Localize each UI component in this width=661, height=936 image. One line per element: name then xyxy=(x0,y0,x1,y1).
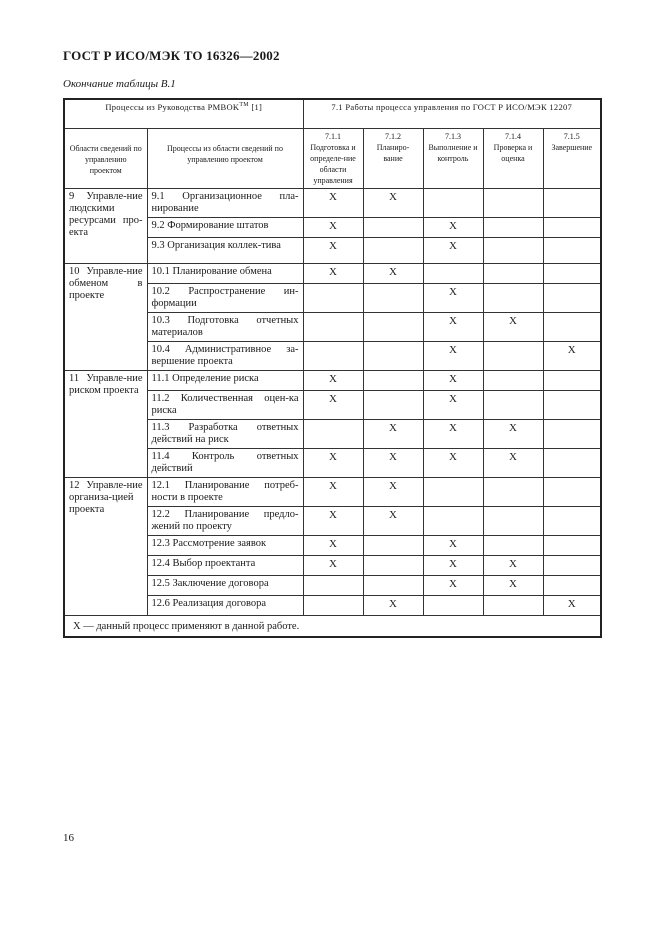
area-column-header: Области сведений по управлению проектом xyxy=(64,129,147,189)
work-name: Выполнение и контроль xyxy=(428,143,478,163)
process-cell: 11.2 Количественная оцен-ка риска xyxy=(147,391,303,420)
mark-cell xyxy=(363,391,423,420)
mark-cell: X xyxy=(423,420,483,449)
mark-cell: X xyxy=(423,238,483,264)
work-column-header-7-1-2 xyxy=(363,129,423,189)
mark-cell xyxy=(363,238,423,264)
mark-cell xyxy=(543,478,601,507)
mark-cell: X xyxy=(483,449,543,478)
mark-cell xyxy=(363,536,423,556)
mark-cell: X xyxy=(303,536,363,556)
knowledge-area-cell: 10 Управле-ние обменом в проекте xyxy=(64,264,147,371)
mark-cell xyxy=(483,218,543,238)
mark-cell: X xyxy=(423,313,483,342)
work-name: Проверка и оценка xyxy=(493,143,533,163)
work-column-header-7-1-3 xyxy=(423,129,483,189)
mark-cell: X xyxy=(303,189,363,218)
mark-cell: X xyxy=(543,342,601,371)
mark-cell: X xyxy=(363,449,423,478)
work-name: Завершение xyxy=(551,143,593,152)
table-footnote: X — данный процесс применяют в данной работе. xyxy=(64,616,601,638)
process-cell: 11.1 Определение риска xyxy=(147,371,303,391)
mark-cell: X xyxy=(543,596,601,616)
mark-cell xyxy=(423,596,483,616)
mark-cell: X xyxy=(363,507,423,536)
process-column-header: Процессы из области сведений по управлению проектом xyxy=(147,129,303,189)
iso-work-header: 7.1 Работы процесса управления по ГОСТ Р ИСО/МЭК 12207 xyxy=(303,99,601,129)
mark-cell xyxy=(363,342,423,371)
knowledge-area-cell: 11 Управле-ние риском проекта xyxy=(64,371,147,478)
mark-cell xyxy=(483,371,543,391)
table-row xyxy=(64,189,601,218)
mark-cell xyxy=(483,189,543,218)
pmbok-header: Процессы из Руководства PMBOK™ [1] xyxy=(64,99,303,129)
work-code: 7.1.2 xyxy=(385,132,401,141)
mark-cell: X xyxy=(423,391,483,420)
mark-cell xyxy=(303,284,363,313)
mark-cell: X xyxy=(423,284,483,313)
mark-cell xyxy=(363,313,423,342)
table-continuation-caption: Окончание таблицы В.1 xyxy=(63,78,176,90)
work-code: 7.1.3 xyxy=(445,132,461,141)
table-row xyxy=(64,371,601,391)
mark-cell: X xyxy=(423,449,483,478)
knowledge-area-cell: 9 Управле-ние людскими ресурсами про-екта xyxy=(64,189,147,264)
mark-cell: X xyxy=(303,507,363,536)
work-column-header-7-1-4 xyxy=(483,129,543,189)
mark-cell xyxy=(483,284,543,313)
page-number: 16 xyxy=(63,832,74,844)
mark-cell: X xyxy=(303,556,363,576)
mark-cell xyxy=(543,264,601,284)
work-code: 7.1.5 xyxy=(563,132,580,141)
process-cell: 12.2 Планирование предло-жений по проекту xyxy=(147,507,303,536)
mark-cell xyxy=(483,507,543,536)
process-cell: 9.3 Организация коллек-тива xyxy=(147,238,303,264)
mark-cell: X xyxy=(363,189,423,218)
mark-cell xyxy=(543,238,601,264)
work-name: Подготовка и определе-ние области управления xyxy=(310,143,356,185)
mark-cell xyxy=(543,371,601,391)
process-mapping-table xyxy=(63,98,602,638)
mark-cell xyxy=(483,264,543,284)
work-code: 7.1.4 xyxy=(505,132,521,141)
document-title: ГОСТ Р ИСО/МЭК ТО 16326—2002 xyxy=(63,48,280,63)
mark-cell xyxy=(543,449,601,478)
mark-cell xyxy=(543,189,601,218)
mark-cell xyxy=(423,189,483,218)
mark-cell xyxy=(483,478,543,507)
mark-cell xyxy=(483,596,543,616)
mark-cell xyxy=(363,218,423,238)
mark-cell: X xyxy=(363,596,423,616)
mark-cell: X xyxy=(423,576,483,596)
work-column-header-7-1-5 xyxy=(543,129,601,189)
mark-cell: X xyxy=(303,264,363,284)
mark-cell: X xyxy=(303,238,363,264)
process-cell: 10.2 Распространение ин-формации xyxy=(147,284,303,313)
process-cell: 12.3 Рассмотрение заявок xyxy=(147,536,303,556)
mark-cell: X xyxy=(483,556,543,576)
mark-cell: X xyxy=(363,478,423,507)
process-cell: 9.1 Организационное пла-нирование xyxy=(147,189,303,218)
mark-cell: X xyxy=(483,420,543,449)
mark-cell xyxy=(363,371,423,391)
mark-cell: X xyxy=(363,420,423,449)
mark-cell xyxy=(543,313,601,342)
mark-cell: X xyxy=(303,478,363,507)
mark-cell xyxy=(303,313,363,342)
process-cell: 10.3 Подготовка отчетных материалов xyxy=(147,313,303,342)
mark-cell xyxy=(543,284,601,313)
mark-cell xyxy=(543,218,601,238)
mark-cell: X xyxy=(423,371,483,391)
process-cell: 12.4 Выбор проектанта xyxy=(147,556,303,576)
mark-cell xyxy=(483,342,543,371)
mark-cell xyxy=(543,536,601,556)
process-cell: 12.1 Планирование потреб-ности в проекте xyxy=(147,478,303,507)
mark-cell: X xyxy=(423,218,483,238)
mark-cell xyxy=(363,576,423,596)
process-cell: 11.4 Контроль ответных действий xyxy=(147,449,303,478)
process-cell: 11.3 Разработка ответных действий на риск xyxy=(147,420,303,449)
mark-cell xyxy=(423,478,483,507)
mark-cell: X xyxy=(423,342,483,371)
mark-cell xyxy=(303,596,363,616)
work-column-header-7-1-1 xyxy=(303,129,363,189)
mark-cell xyxy=(543,576,601,596)
mark-cell: X xyxy=(423,536,483,556)
process-cell: 12.6 Реализация договора xyxy=(147,596,303,616)
mark-cell xyxy=(543,507,601,536)
mark-cell xyxy=(423,507,483,536)
mark-cell: X xyxy=(303,391,363,420)
table-row xyxy=(64,478,601,507)
mark-cell: X xyxy=(303,449,363,478)
process-cell: 9.2 Формирование штатов xyxy=(147,218,303,238)
process-cell: 10.4 Административное за-вершение проекта xyxy=(147,342,303,371)
mark-cell: X xyxy=(303,218,363,238)
mark-cell xyxy=(363,284,423,313)
mark-cell xyxy=(483,536,543,556)
mark-cell xyxy=(543,556,601,576)
mark-cell xyxy=(303,342,363,371)
mark-cell xyxy=(483,391,543,420)
mark-cell: X xyxy=(483,576,543,596)
work-name: Планиро-вание xyxy=(376,143,410,163)
mark-cell: X xyxy=(363,264,423,284)
mark-cell: X xyxy=(303,371,363,391)
process-cell: 12.5 Заключение договора xyxy=(147,576,303,596)
mark-cell xyxy=(543,420,601,449)
mark-cell xyxy=(303,420,363,449)
mark-cell xyxy=(483,238,543,264)
mark-cell xyxy=(543,391,601,420)
mark-cell: X xyxy=(483,313,543,342)
mark-cell: X xyxy=(423,556,483,576)
process-cell: 10.1 Планирование обмена xyxy=(147,264,303,284)
knowledge-area-cell: 12 Управле-ние организа-цией проекта xyxy=(64,478,147,616)
table-row xyxy=(64,264,601,284)
mark-cell xyxy=(303,576,363,596)
mark-cell xyxy=(363,556,423,576)
work-code: 7.1.1 xyxy=(325,132,341,141)
mark-cell xyxy=(423,264,483,284)
